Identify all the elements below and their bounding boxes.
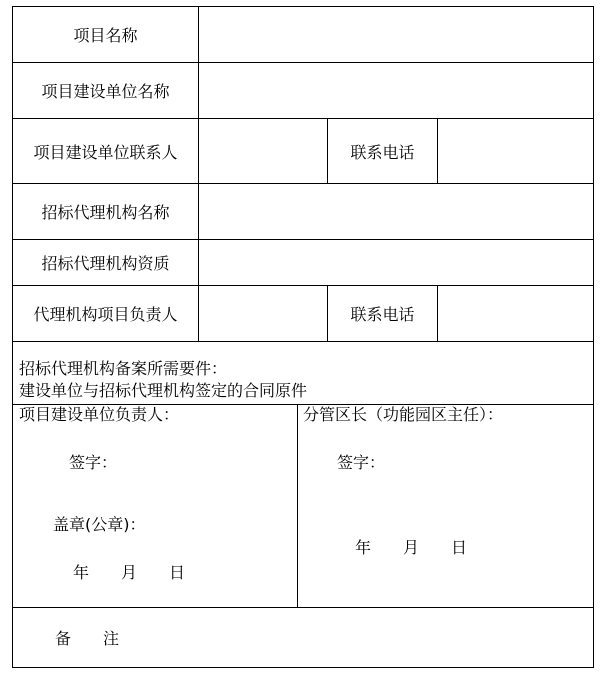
column-divider <box>297 404 298 607</box>
builder-contact-field[interactable] <box>199 119 327 183</box>
builder-name-field[interactable] <box>199 63 593 118</box>
row-divider <box>13 341 593 342</box>
agency-qualification-field[interactable] <box>199 240 593 285</box>
remarks-label: 备 注 <box>55 629 120 648</box>
agency-phone-field[interactable] <box>438 286 593 341</box>
district-head-signature-label: 签字： <box>337 453 386 472</box>
builder-seal-label: 盖章(公章)： <box>53 515 146 534</box>
agency-manager-label: 代理机构项目负责人 <box>33 305 178 324</box>
filing-form-table <box>12 6 594 668</box>
builder-date: 年 月 日 <box>73 563 186 582</box>
agency-qualification-label: 招标代理机构资质 <box>41 254 170 273</box>
agency-name-field[interactable] <box>199 184 593 239</box>
builder-phone-field[interactable] <box>438 119 593 183</box>
filing-requirements-title: 招标代理机构备案所需要件： <box>19 359 228 378</box>
remarks-field[interactable] <box>163 608 593 667</box>
phone-label: 联系电话 <box>350 142 415 162</box>
district-head-date: 年 月 日 <box>355 538 468 557</box>
builder-manager-title: 项目建设单位负责人： <box>19 405 180 424</box>
filing-requirements-item: 建设单位与招标代理机构签定的合同原件 <box>19 381 308 400</box>
builder-contact-label: 项目建设单位联系人 <box>33 142 178 162</box>
project-name-label: 项目名称 <box>73 26 138 45</box>
builder-name-label: 项目建设单位名称 <box>41 82 170 101</box>
builder-signature-label: 签字： <box>69 453 118 472</box>
phone-label: 联系电话 <box>350 305 415 324</box>
project-name-field[interactable] <box>199 7 593 62</box>
district-head-title: 分管区长（功能园区主任）： <box>303 405 504 424</box>
agency-manager-field[interactable] <box>199 286 327 341</box>
agency-name-label: 招标代理机构名称 <box>41 203 170 222</box>
